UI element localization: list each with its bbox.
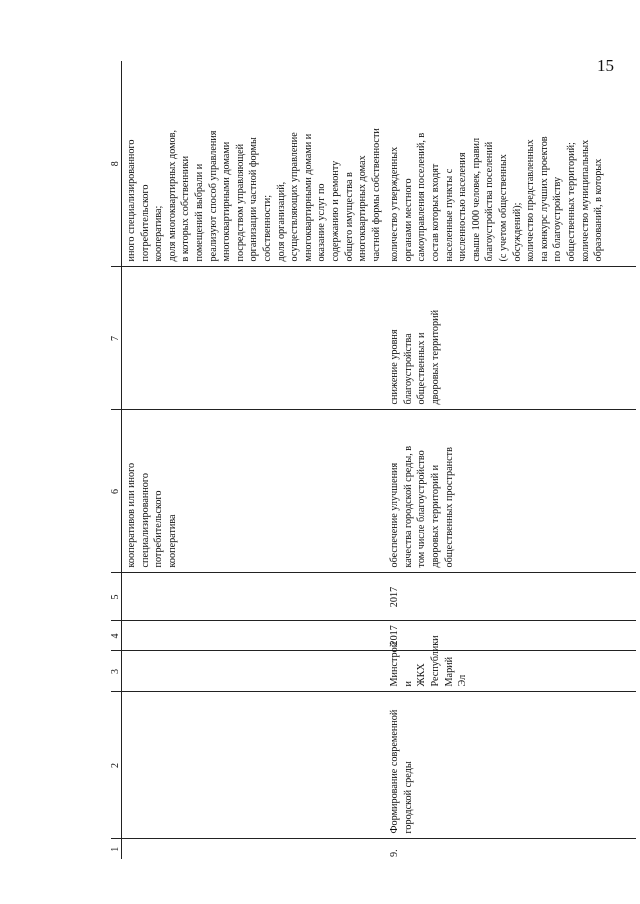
header-cell-5: 5 xyxy=(111,573,122,621)
cell-line: качества городской среды, в xyxy=(402,445,414,568)
cell-line: свыше 1000 человек, правил xyxy=(470,137,482,262)
cell-line: обеспечение улучшения xyxy=(389,462,401,568)
cell-line: общественных и xyxy=(416,332,428,405)
table-row xyxy=(122,61,386,859)
cell-line: том числе благоустройство xyxy=(416,450,428,568)
cell-line: содержанию и ремонту xyxy=(329,160,341,262)
cell-line: городской среды xyxy=(402,761,414,834)
cell-line: доля многоквартирных домов, xyxy=(166,130,178,262)
indicators-cell xyxy=(122,61,386,267)
cell-line: и ЖКХ xyxy=(402,663,428,687)
header-row xyxy=(111,61,122,859)
cell-line: посредством управляющей xyxy=(234,143,246,262)
cell-line: специализированного xyxy=(139,473,151,568)
indicators-cell xyxy=(385,61,636,267)
table-row xyxy=(385,61,636,859)
cell-line: многоквартирных домах xyxy=(357,155,369,262)
cell-line: Формирование современной xyxy=(389,709,401,834)
cell-line: организации частной формы xyxy=(248,137,260,262)
end-year-cell xyxy=(122,573,386,621)
start-year-cell xyxy=(122,621,386,651)
header-cell-7: 7 xyxy=(111,267,122,410)
cell-line: оказание услуг по xyxy=(316,183,328,262)
end-year-cell: 2017 xyxy=(385,573,636,621)
program-table xyxy=(111,61,636,859)
page-number: 15 xyxy=(597,56,614,75)
cell-line: доля организаций, xyxy=(275,181,287,262)
cell-line: самоуправления поселений, в xyxy=(416,132,428,262)
cell-line: помещений выбрали и xyxy=(193,163,205,262)
cell-line: многоквартирными домами и xyxy=(302,133,314,262)
cell-line: (с учетом общественных xyxy=(498,154,510,262)
cell-line: численностью населения xyxy=(457,152,469,262)
cell-line: кооператива xyxy=(166,514,178,568)
cell-line: снижение уровня xyxy=(389,329,401,405)
cell-line: иного специализированного xyxy=(126,139,137,262)
cell-line: реализуют способ управления xyxy=(207,130,219,262)
cell-line: состав которых входят xyxy=(430,163,442,262)
cell-line: частной формы собственности xyxy=(370,128,382,262)
row-number-cell xyxy=(122,839,386,859)
cell-line: дворовых территорий xyxy=(430,309,442,405)
cell-line: количество утвержденных xyxy=(389,146,401,262)
cell-line: благоустройства xyxy=(402,333,414,405)
cell-line: органами местного xyxy=(402,178,414,262)
rotated-table-frame xyxy=(110,61,605,859)
header-cell-2: 2 xyxy=(111,692,122,839)
cell-line: обсуждений); xyxy=(511,202,523,262)
row-number-cell: 9. xyxy=(389,849,401,857)
header-cell-1: 1 xyxy=(111,839,122,859)
cell-line: Республики xyxy=(430,635,442,687)
cell-line: кооператива; xyxy=(153,205,165,262)
consequences-cell xyxy=(385,267,636,410)
expected-result-cell xyxy=(385,410,636,573)
executor-cell xyxy=(122,651,386,692)
cell-line: населенные пункты с xyxy=(443,168,455,262)
start-year-cell: 2017 xyxy=(385,621,636,651)
cell-line: образований, в которых xyxy=(593,158,605,262)
cell-line: на конкурс лучших проектов xyxy=(538,136,550,262)
cell-line: многоквартирными домами xyxy=(221,141,233,262)
consequences-cell xyxy=(122,267,386,410)
expected-result-cell xyxy=(122,410,386,573)
header-cell-3: 3 xyxy=(111,651,122,692)
cell-line: осуществляющих управление xyxy=(289,132,301,262)
measure-name-cell xyxy=(385,692,636,839)
cell-line: Марий Эл xyxy=(443,656,469,687)
cell-line: потребительского xyxy=(139,184,151,262)
cell-line: общего имущества в xyxy=(343,172,355,262)
cell-line: общественных территорий; xyxy=(566,142,577,262)
cell-line: потребительского xyxy=(153,490,165,568)
cell-line: дворовых территорий и xyxy=(430,464,442,568)
cell-line: общественных пространств xyxy=(443,447,455,568)
cell-line: количество муниципальных xyxy=(579,139,591,262)
cell-line: кооперативов или иного xyxy=(126,462,137,568)
cell-line: благоустройства поселений xyxy=(484,141,496,262)
header-cell-4: 4 xyxy=(111,621,122,651)
cell-line: собственности; xyxy=(261,194,273,262)
cell-line: по благоустройству xyxy=(552,176,564,262)
cell-line: Минстрой xyxy=(389,641,401,687)
header-cell-6: 6 xyxy=(111,410,122,573)
cell-line: в которых собственники xyxy=(180,155,192,262)
header-cell-8: 8 xyxy=(111,61,122,267)
measure-name-cell xyxy=(122,692,386,839)
cell-line: количество представленных xyxy=(525,139,537,262)
